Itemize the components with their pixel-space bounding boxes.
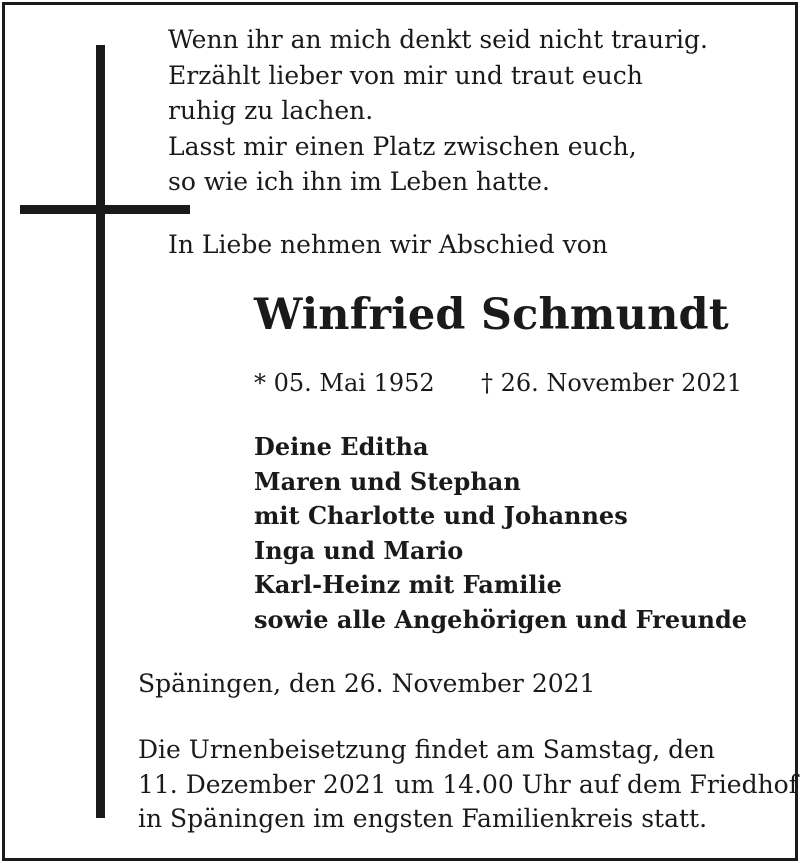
- birth-date: * 05. Mai 1952: [254, 369, 435, 397]
- poem-line: so wie ich ihn im Leben hatte.: [168, 167, 550, 196]
- death-date: † 26. November 2021: [481, 369, 743, 397]
- burial-line: 11. Dezember 2021 um 14.00 Uhr auf dem Friedhof: [138, 769, 798, 799]
- poem-line: Lasst mir einen Platz zwischen euch,: [168, 131, 637, 161]
- life-dates: [254, 366, 743, 400]
- poem: [168, 22, 708, 200]
- cross-icon: [96, 45, 105, 818]
- farewell-intro: In Liebe nehmen wir Abschied von: [168, 230, 608, 259]
- mourner-line: mit Charlotte und Johannes: [254, 501, 628, 530]
- poem-line: Erzählt lieber von mir und traut euch: [168, 60, 643, 90]
- mourner-line: sowie alle Angehörigen und Freunde: [254, 604, 748, 634]
- cross-icon-beam: [20, 205, 190, 214]
- mourner-line: Maren und Stephan: [254, 466, 521, 496]
- mourners-list: [254, 430, 747, 637]
- burial-line: Die Urnenbeisetzung findet am Samstag, den: [138, 735, 716, 764]
- deceased-name: Winfried Schmundt: [254, 290, 729, 340]
- poem-line: Wenn ihr an mich denkt seid nicht traurig.: [168, 25, 709, 54]
- mourner-line: Karl-Heinz mit Familie: [254, 570, 562, 599]
- mourner-line: Deine Editha: [254, 432, 429, 461]
- place-and-date: Späningen, den 26. November 2021: [138, 669, 596, 698]
- burial-info: [138, 733, 798, 837]
- burial-line: in Späningen im engsten Familienkreis statt.: [138, 804, 708, 833]
- poem-line: ruhig zu lachen.: [168, 96, 374, 125]
- mourner-line: Inga und Mario: [254, 535, 464, 565]
